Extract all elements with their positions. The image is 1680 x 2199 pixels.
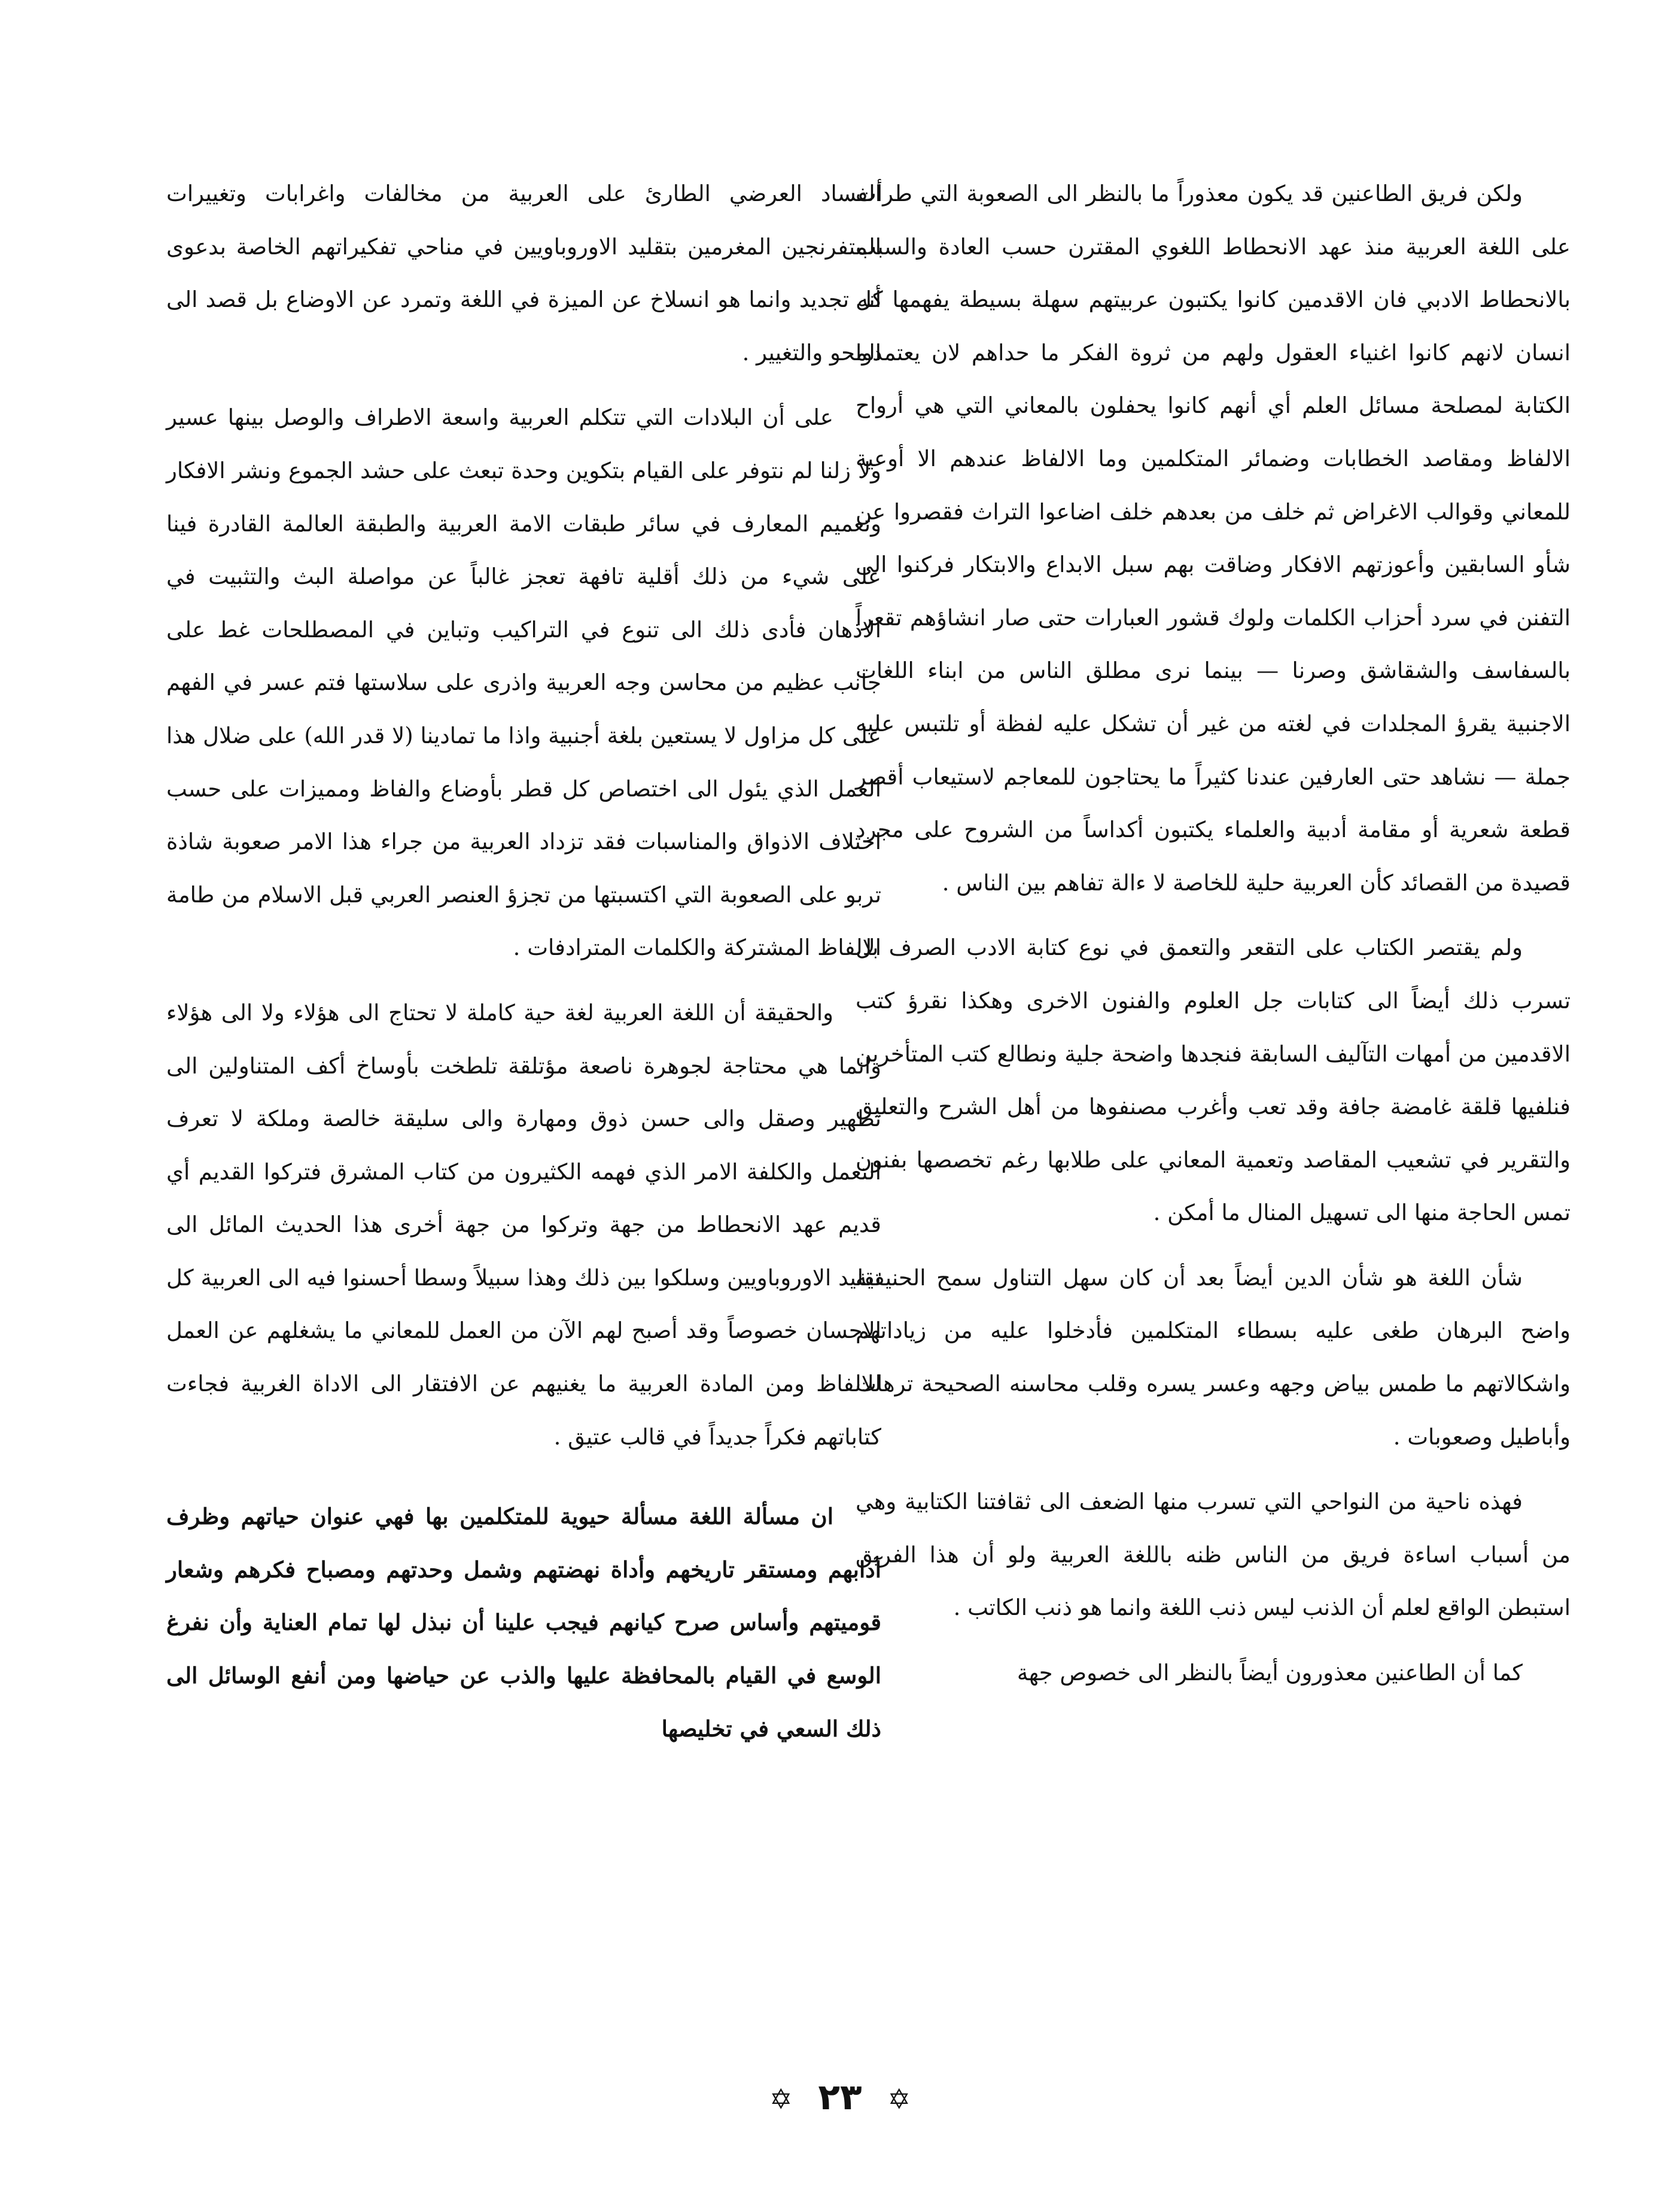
paragraph: شأن اللغة هو شأن الدين أيضاً بعد أن كان سهل التناول سمح الحنيفية واضح البرهان طغى عليه بسطاء المتكلمين فأدخلوا عليه من زياداتهم واشكالاتهم ما طمس بياض وجهه وعسر يسره وقلب محاسنه الصحيحة ترهات وأباطيل وصعوبات . xyxy=(856,1264,1571,1450)
page-number: ٢٣ xyxy=(818,2076,862,2118)
page-footer xyxy=(0,2076,1680,2118)
star-ornament-icon: ✡ xyxy=(887,2083,911,2116)
paragraph: على أن البلادات التي تتكلم العربية واسعة الاطراف والوصل بينها عسير ولا زلنا لم نتوفر على القيام بتكوين وحدة تبعث على حشد الجموع ونشر الافكار وتعميم المعارف في سائر طبقات الامة العربية والطبقة العالمة القادرة فينا على شيء من ذلك أقلية تافهة تعجز غالباً عن مواصلة البث والتثبيت في الاذهان فأدى ذلك الى تنوع في التراكيب وتباين في المصطلحات غط على جانب عظيم من محاسن وجه العربية واذرى على سلاستها فتم عسر في الفهم على كل مزاول لا يستعين بلغة أجنبية واذا ما تمادينا (لا قدر الله) على ضلال هذا العمل الذي يئول الى اختصاص كل قطر بأوضاع والفاظ ومميزات على حسب اختلاف الاذواق والمناسبات فقد تزداد العربية من جراء هذا الامر صعوبة شاذة تربو على الصعوبة التي اكتسبتها من تجزؤ العنصر العربي قبل الاسلام من طامة الالفاظ المشتركة والكلمات المترادفات . xyxy=(166,404,881,961)
star-ornament-icon: ✡ xyxy=(769,2083,793,2116)
paragraph: كما أن الطاعنين معذورون أيضاً بالنظر الى خصوص جهة xyxy=(1016,1660,1523,1686)
right-column xyxy=(856,168,1571,1700)
left-column xyxy=(166,168,881,1755)
paragraph: ولكن فريق الطاعنين قد يكون معذوراً ما بالنظر الى الصعوبة التي طرأت على اللغة العربية منذ عهد الانحطاط اللغوي المقترن حسب العادة والسبب بالانحطاط الادبي فان الاقدمين كانوا يكتبون عربيتهم سهلة بسيطة يفهمها كل انسان لانهم كانوا اغنياء العقول ولهم من ثروة الفكر ما حداهم لان يعتمدوا الكتابة لمصلحة مسائل العلم أي أنهم كانوا يحفلون بالمعاني التي هي أرواح الالفاظ ومقاصد الخطابات وضمائر المتكلمين وما الالفاظ عندهم الا أوعية للمعاني وقوالب الاغراض ثم خلف من بعدهم خلف اضاعوا التراث فقصروا عن شأو السابقين وأعوزتهم الافكار وضاقت بهم سبل الابداع والابتكار فركنوا الى التفنن في سرد أحزاب الكلمات ولوك قشور العبارات حتى صار انشاؤهم تقعراً بالسفاسف والشقاشق وصرنا — بينما نرى مطلق الناس من ابناء اللغات الاجنبية يقرؤ المجلدات في لغته من غير أن تشكل عليه لفظة أو تلتبس عليه جملة — نشاهد حتى العارفين عندنا كثيراً ما يحتاجون للمعاجم لاستيعاب أقصر قطعة شعرية أو مقامة أدبية والعلماء يكتبون أكداساً من الشروح على مجرد قصيدة من القصائد كأن العربية حلية للخاصة لا ءالة تفاهم بين الناس . xyxy=(856,181,1571,896)
paragraph: ولم يقتصر الكتاب على التقعر والتعمق في نوع كتابة الادب الصرف بل تسرب ذلك أيضاً الى كتابات جل العلوم والفنون الاخرى وهكذا نقرؤ كتب الاقدمين من أمهات التآليف السابقة فنجدها واضحة جلية ونطالع كتب المتأخرين فنلفيها قلقة غامضة جافة وقد تعب وأغرب مصنفوها من أهل الشرح والتعليق والتقرير في تشعيب المقاصد وتعمية المعاني على طلابها رغم تخصصها بفنون تمس الحاجة منها الى تسهيل المنال ما أمكن . xyxy=(856,935,1571,1226)
paragraph: ان مسألة اللغة مسألة حيوية للمتكلمين بها فهي عنوان حياتهم وظرف آدابهم ومستقر تاريخهم وأداة نهضتهم وشمل وحدتهم ومصباح فكرهم وشعار قوميتهم وأساس صرح كيانهم فيجب علينا أن نبذل لها تمام العناية وأن نفرغ الوسع في القيام بالمحافظة عليها والذب عن حياضها ومن أنفع الوسائل الى ذلك السعي في تخليصها xyxy=(166,1503,881,1742)
paragraph: فهذه ناحية من النواحي التي تسرب منها الضعف الى ثقافتنا الكتابية وهي من أسباب اساءة فريق من الناس ظنه باللغة العربية ولو أن هذا الفريق استبطن الواقع لعلم أن الذنب ليس ذنب اللغة وانما هو ذنب الكاتب . xyxy=(856,1489,1571,1621)
paragraph: والحقيقة أن اللغة العربية لغة حية كاملة لا تحتاج الى هؤلاء ولا الى هؤلاء وانما هي محتاجة لجوهرة ناصعة مؤتلقة تلطخت بأوساخ أكف المتناولين الى تطهير وصقل والى حسن ذوق ومهارة والى سليقة خالصة وملكة لا تعرف التعمل والكلفة الامر الذي فهمه الكثيرون من كتاب المشرق فتركوا القديم أي قديم عهد الانحطاط من جهة وتركوا من جهة أخرى هذا الحديث المائل الى تقليد الاوروباويين وسلكوا بين ذلك وهذا سبيلاً وسطا أحسنوا فيه الى العربية كل الاحسان خصوصاً وقد أصبح لهم الآن من العمل للمعاني ما يشغلهم عن العمل للالفاظ ومن المادة العربية ما يغنيهم عن الافتقار الى الاداة الغربية فجاءت كتاباتهم فكراً جديداً في قالب عتيق . xyxy=(166,999,881,1450)
paragraph: الفساد العرضي الطارئ على العربية من مخالفات واغرابات وتغييرات المتفرنجين المغرمين بتقليد الاوروباويين في مناحي تفكيراتهم الخاصة بدعوى أنه تجديد وانما هو انسلاخ عن الميزة في اللغة وتمرد عن الاوضاع بل قصد الى المحو والتغيير . xyxy=(166,181,881,366)
